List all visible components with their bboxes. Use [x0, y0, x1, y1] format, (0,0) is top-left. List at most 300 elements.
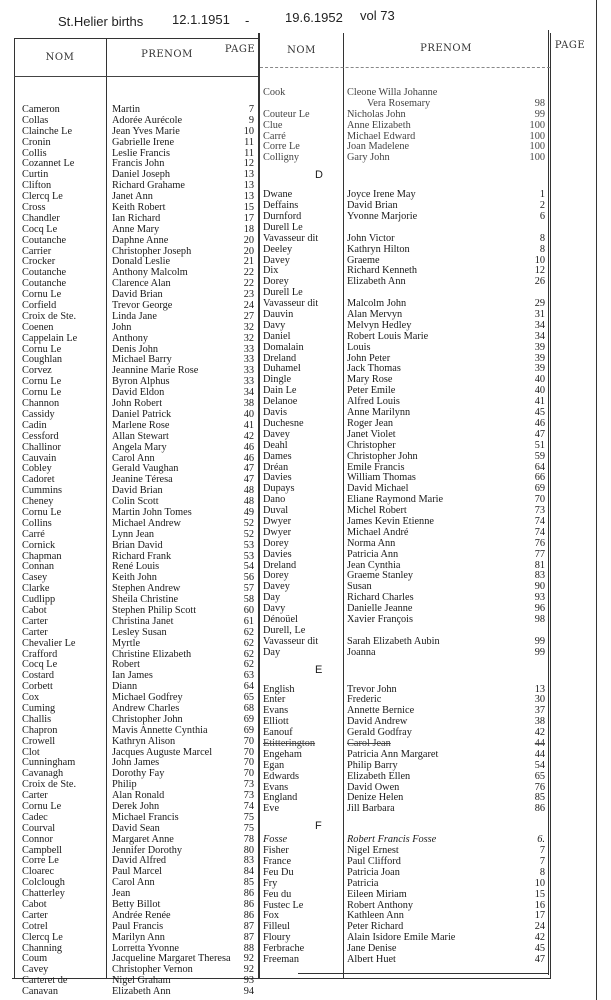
entry-page: 58 [243, 594, 254, 606]
entry-nom: Durell Le [263, 221, 303, 233]
entry-prenom: Kathleen Ann [347, 910, 404, 922]
entry-page: 56 [243, 572, 254, 584]
entry-prenom: Linda Jane [112, 310, 157, 322]
entry-page: 100 [529, 141, 545, 153]
entry-nom: Freeman [263, 954, 300, 966]
entry-nom: Channing [22, 942, 63, 954]
entry-page: 65 [243, 692, 254, 704]
entry-prenom: Peter Richard [347, 921, 404, 933]
entry-nom: Durell, Le [263, 624, 306, 636]
entry-prenom: Clarence Alan [112, 278, 171, 290]
entry-prenom: David Eldon [112, 387, 165, 399]
entry-nom: Cozannet Le [22, 158, 75, 170]
index-entry [263, 550, 553, 561]
entry-nom: Davis [263, 407, 288, 419]
entry-prenom: Christopher Joseph [112, 245, 192, 257]
entry-page: 53 [243, 550, 254, 562]
entry-page: 46 [243, 452, 254, 464]
entry-nom: Collins [22, 517, 52, 529]
index-entry [22, 443, 272, 454]
entry-prenom: Daniel Joseph [112, 169, 171, 181]
entry-prenom: Susan [347, 581, 372, 593]
entry-nom: Courval [22, 822, 56, 834]
entry-nom: Deahl [263, 439, 288, 451]
entry-page: 9 [248, 114, 254, 126]
entry-prenom: Robert Anthony [347, 899, 414, 911]
index-entry [263, 142, 553, 153]
entry-page: 68 [243, 702, 254, 714]
entry-nom: Corbett [22, 681, 53, 693]
entry-prenom: Gerald Godfray [347, 727, 412, 739]
entry-nom: Challinor [22, 441, 61, 453]
entry-prenom: Jean Yves Marie [112, 125, 180, 137]
entry-page: 13 [243, 169, 254, 181]
entry-prenom: Xavier François [347, 613, 414, 625]
entry-prenom: David Michael [347, 483, 409, 495]
index-entry [263, 846, 553, 857]
entry-nom: Coenen [22, 321, 54, 333]
entry-nom: Coum [22, 953, 48, 965]
entry-prenom: Lynn Jean [112, 528, 155, 540]
entry-prenom: Danielle Jeanne [347, 603, 413, 615]
entry-page: 93 [243, 975, 254, 987]
index-entry [263, 299, 553, 310]
index-entry [263, 354, 553, 365]
entry-page: 78 [243, 833, 254, 845]
entry-nom: Engeham [263, 748, 302, 760]
index-entry [22, 737, 272, 748]
entry-prenom: Stephen Philip Scott [112, 604, 197, 616]
entry-nom: Clifton [22, 180, 52, 192]
entry-page: 87 [243, 920, 254, 932]
entry-prenom: Janet Ann [112, 191, 153, 203]
entry-prenom: Alan Ronald [112, 790, 165, 802]
entry-prenom: Alfred Louis [347, 396, 400, 408]
entry-nom: Dwane [263, 189, 293, 201]
entry-prenom: David Sean [112, 822, 160, 834]
entry-page: 74 [534, 515, 545, 527]
entry-prenom: Alain Isidore Emile Marie [347, 932, 456, 944]
entry-prenom: Patricia Ann [347, 548, 399, 560]
entry-nom: Challis [22, 713, 52, 725]
entry-page: 11 [244, 147, 254, 159]
entry-nom: Etitterington [263, 737, 316, 749]
entry-page: 38 [243, 398, 254, 410]
entry-page: 30 [534, 694, 545, 706]
right-header-prenom: PRENOM [420, 43, 472, 54]
entry-nom: Corre Le [263, 141, 300, 153]
entry-nom: Feu du [263, 888, 292, 900]
entry-nom: Cavey [22, 964, 49, 976]
entry-nom: Casey [22, 572, 48, 584]
index-entry [22, 541, 272, 552]
entry-page: 86 [243, 888, 254, 900]
entry-nom: Day [263, 592, 281, 604]
entry-page: 41 [534, 396, 545, 408]
entry-nom: Carter [22, 626, 48, 638]
entry-prenom: Michael Edward [347, 130, 416, 142]
index-entry [263, 879, 553, 890]
entry-prenom: Richard Grahame [112, 180, 185, 192]
index-entry [263, 783, 553, 794]
entry-prenom: Christine Elizabeth [112, 648, 192, 660]
entry-prenom: Diann [112, 681, 138, 693]
entry-nom: Croix de Ste. [22, 779, 77, 791]
entry-nom: Ferbrache [263, 943, 305, 955]
entry-nom: Cornu Le [22, 506, 62, 518]
entry-prenom: Frederic [347, 694, 382, 706]
entry-nom: Dauvin [263, 309, 294, 321]
entry-page: 10 [534, 254, 545, 266]
entry-nom: Eve [263, 803, 280, 815]
entry-page: 40 [534, 385, 545, 397]
entry-nom: Croix de Ste. [22, 310, 77, 322]
entry-page: 88 [243, 942, 254, 954]
entry-page: 59 [534, 450, 545, 462]
entry-page: 70 [243, 768, 254, 780]
entry-nom: Cadoret [22, 474, 55, 486]
entry-page: 32 [243, 332, 254, 344]
index-entry [263, 804, 553, 815]
entry-page: 22 [243, 267, 254, 279]
entry-nom: Cummins [22, 485, 63, 497]
index-entry [263, 245, 553, 256]
index-entry [263, 911, 553, 922]
entry-prenom: Annette Bernice [347, 705, 415, 717]
section-letter [263, 665, 553, 679]
entry-nom: Cornu Le [22, 289, 62, 301]
entry-page: 41 [243, 419, 254, 431]
entry-prenom: Adorée Aurécole [112, 114, 183, 126]
entry-nom: Cotrel [22, 920, 48, 932]
entry-page: 42 [534, 932, 545, 944]
date-from: 12.1.1951 [172, 12, 230, 27]
entry-nom: Cudlipp [22, 594, 56, 606]
index-entry [263, 793, 553, 804]
entry-prenom: Jeanine Téresa [112, 474, 173, 486]
entry-nom: Dames [263, 450, 292, 462]
entry-page: 64 [243, 681, 254, 693]
entry-nom: Day [263, 646, 281, 658]
register-title: St.Helier births [58, 14, 144, 29]
entry-prenom: Jean Cynthia [347, 559, 401, 571]
entry-page: 1 [539, 189, 545, 201]
index-entry [263, 772, 553, 783]
entry-page: 99 [534, 108, 545, 120]
entry-page: 40 [534, 374, 545, 386]
entry-nom: Dain Le [263, 385, 297, 397]
entry-page: 33 [243, 365, 254, 377]
index-entry [22, 138, 272, 149]
entry-prenom: Robert Francis Fosse [347, 834, 437, 846]
entry-page: 84 [243, 866, 254, 878]
entry-page: 83 [534, 570, 545, 582]
entry-nom: Channon [22, 398, 60, 410]
entry-page: 13 [534, 683, 545, 695]
index-entry [263, 955, 553, 966]
index-entry [263, 685, 553, 696]
entry-nom: Campbell [22, 844, 63, 856]
index-entry [263, 615, 553, 626]
entry-nom: Cronin [22, 136, 51, 148]
entry-nom: Dreland [263, 559, 297, 571]
entry-prenom: Elizabeth Ann [347, 276, 406, 288]
entry-nom: Enter [263, 694, 286, 706]
entry-prenom: Philip Barry [347, 759, 398, 771]
entry-page: 48 [243, 485, 254, 497]
index-entry [263, 890, 553, 901]
entry-page: 7 [248, 104, 254, 115]
entry-page: 6. [537, 834, 545, 846]
entry-prenom: Michael Andrew [112, 517, 181, 529]
entry-page: 74 [534, 526, 545, 538]
entry-prenom: Malcolm John [347, 298, 407, 310]
entry-page: 33 [243, 354, 254, 366]
entry-nom: Cabot [22, 604, 47, 616]
entry-prenom: Marilyn Ann [112, 931, 165, 943]
entry-page: 98 [534, 97, 545, 109]
entry-page: 33 [243, 376, 254, 388]
index-entry [263, 528, 553, 539]
entry-page: 13 [243, 180, 254, 192]
entry-nom: Cameron [22, 104, 60, 115]
entry-page: 100 [529, 119, 545, 131]
entry-nom: English [263, 683, 295, 695]
entry-prenom: Sarah Elizabeth Aubin [347, 635, 440, 647]
entry-prenom: Martin [112, 104, 141, 115]
index-entry [263, 153, 553, 164]
entry-prenom: Robert [112, 659, 141, 671]
entry-nom: Dréan [263, 461, 289, 473]
entry-prenom: Carol Ann [112, 452, 155, 464]
entry-nom: Carré [263, 130, 286, 142]
section-letter [263, 170, 553, 184]
entry-nom: Cheney [22, 496, 54, 508]
entry-nom: Edwards [263, 770, 300, 782]
entry-nom: Cassidy [22, 408, 55, 420]
entry-page: 80 [243, 844, 254, 856]
index-entry [263, 190, 553, 201]
entry-page: 2 [539, 200, 545, 212]
entry-nom: Dreland [263, 352, 297, 364]
index-entry [22, 628, 272, 639]
entry-nom: Davies [263, 472, 292, 484]
entry-page: 62 [243, 626, 254, 638]
entry-page: 76 [534, 781, 545, 793]
entry-nom: Dwyer [263, 526, 292, 538]
entry-page: 70 [243, 735, 254, 747]
entry-page: 48 [243, 496, 254, 508]
entry-prenom: Graeme [347, 254, 380, 266]
entry-prenom: John [112, 321, 132, 333]
entry-prenom: Anne Elizabeth [347, 119, 411, 131]
entry-prenom: Jacques Auguste Marcel [112, 746, 213, 758]
entry-prenom: Graeme Stanley [347, 570, 414, 582]
entry-prenom: Ian Richard [112, 212, 161, 224]
entry-nom: Durell Le [263, 287, 303, 299]
entry-page: 51 [534, 439, 545, 451]
entry-nom: Delanoe [263, 396, 298, 408]
left-header-rule [14, 76, 258, 77]
entry-nom: Floury [263, 932, 291, 944]
entry-nom: Cunningham [22, 757, 76, 769]
entry-nom: Clarke [22, 583, 50, 595]
entry-page: 40 [243, 408, 254, 420]
entry-prenom: Nicholas John [347, 108, 406, 120]
entry-nom: Evans [263, 781, 289, 793]
entry-nom: Cornu Le [22, 801, 62, 812]
entry-page: 90 [534, 581, 545, 593]
entry-prenom: Michael André [347, 526, 409, 538]
entry-page: 75 [243, 811, 254, 823]
entry-nom: Connan [22, 561, 55, 573]
entry-prenom: Janet Violet [347, 428, 396, 440]
entry-page: 69 [243, 713, 254, 725]
entry-page: 85 [534, 792, 545, 804]
entry-page: 65 [534, 770, 545, 782]
entry-prenom: Christopher Vernon [112, 964, 193, 976]
entry-nom: Duhamel [263, 363, 301, 375]
right-entries [263, 88, 553, 966]
left-header-prenom: PRENOM [141, 49, 193, 60]
entry-prenom: Anthony Malcolm [112, 267, 188, 279]
entry-nom: Cornick [22, 539, 56, 551]
entry-prenom: Marlene Rose [112, 419, 170, 431]
index-entry [263, 517, 553, 528]
entry-page: 98 [534, 613, 545, 625]
entry-page: 24 [534, 921, 545, 933]
entry-prenom: Michael Godfrey [112, 692, 183, 704]
entry-nom: Duval [263, 505, 289, 517]
entry-nom: Coutanche [22, 234, 67, 246]
entry-page: 17 [534, 910, 545, 922]
entry-nom: Vavasseur dit [263, 232, 319, 244]
index-entry [263, 539, 553, 550]
entry-page: 46 [243, 441, 254, 453]
entry-prenom: Eileen Miriam [347, 888, 407, 900]
entry-nom: Clercq Le [22, 191, 63, 203]
entry-nom: Cloarec [22, 866, 55, 878]
entry-page: 39 [534, 341, 545, 353]
entry-prenom: Daniel Patrick [112, 408, 172, 420]
index-entry [22, 432, 272, 443]
index-entry [263, 332, 553, 343]
index-entry [263, 408, 553, 419]
entry-nom: Corfield [22, 300, 57, 312]
entry-page: 32 [243, 321, 254, 333]
entry-prenom: Nigel Graham [112, 975, 171, 987]
entry-prenom: Angela Mary [112, 441, 167, 453]
entry-nom: Davey [263, 581, 290, 593]
right-header-page: PAGE [554, 40, 586, 51]
entry-page: 34 [243, 387, 254, 399]
entry-prenom: Christopher John [347, 450, 418, 462]
entry-page: 17 [243, 212, 254, 224]
entry-prenom: Stephen Andrew [112, 583, 181, 595]
entry-nom: Dingle [263, 374, 292, 386]
entry-page: 23 [243, 289, 254, 301]
entry-prenom: Jean [112, 888, 131, 900]
entry-page: 47 [534, 428, 545, 440]
entry-page: 66 [534, 472, 545, 484]
index-entry [263, 495, 553, 506]
entry-page: 27 [243, 310, 254, 322]
entry-prenom: Eliane Raymond Marie [347, 494, 444, 506]
entry-prenom: John Peter [347, 352, 391, 364]
entry-nom: Vavasseur dit [263, 298, 319, 310]
entry-page: 86 [534, 803, 545, 815]
index-entry [263, 386, 553, 397]
entry-nom: Costard [22, 670, 55, 682]
entry-page: 69 [243, 724, 254, 736]
entry-nom: Fosse [263, 834, 288, 846]
entry-prenom: Jacqueline Margaret Theresa [112, 953, 231, 965]
entry-page: 45 [534, 943, 545, 955]
entry-prenom: Norma Ann [347, 537, 396, 549]
entry-prenom: Jennifer Dorothy [112, 844, 183, 856]
entry-nom: Clainche Le [22, 125, 73, 137]
entry-prenom: David Owen [347, 781, 400, 793]
entry-page: 45 [534, 407, 545, 419]
entry-prenom: Ian James [112, 670, 153, 682]
entry-nom: Dorey [263, 276, 289, 288]
entry-prenom: Paul Marcel [112, 866, 163, 878]
entry-nom: Carteret de [22, 975, 68, 987]
entry-prenom: Margaret Anne [112, 833, 174, 845]
entry-page: 54 [243, 561, 254, 573]
entry-page: 33 [243, 343, 254, 355]
index-entry [263, 944, 553, 955]
entry-nom: E [315, 663, 323, 676]
entry-page: 100 [529, 130, 545, 142]
entry-page: 76 [534, 537, 545, 549]
entry-prenom: Paul Francis [112, 920, 164, 932]
entry-page: 22 [243, 278, 254, 290]
entry-prenom: Michael Barry [112, 354, 172, 366]
entry-prenom: Denis John [112, 343, 159, 355]
entry-prenom: Dorothy Fay [112, 768, 165, 780]
entry-page: 47 [534, 954, 545, 966]
entry-nom: Fox [263, 910, 280, 922]
entry-page: 94 [243, 986, 254, 998]
entry-nom: Cox [22, 692, 40, 704]
index-entry [263, 750, 553, 761]
index-entry [22, 650, 272, 661]
entry-page: 47 [243, 463, 254, 475]
entry-nom: Dénoüel [263, 613, 298, 625]
entry-page: 24 [243, 300, 254, 312]
entry-page: 20 [243, 234, 254, 246]
entry-page: 92 [243, 953, 254, 965]
entry-prenom: John James [112, 757, 160, 769]
entry-prenom: James Kevin Etienne [347, 515, 434, 527]
index-entry [263, 277, 553, 288]
entry-nom: Couteur Le [263, 108, 310, 120]
entry-prenom: Jane Denise [347, 943, 397, 955]
index-entry [263, 473, 553, 484]
entry-nom: Corre Le [22, 855, 59, 867]
left-header-page: PAGE [224, 44, 256, 55]
entry-prenom: Cleone Willa Johanne [347, 87, 438, 98]
entry-prenom: Derek John [112, 801, 160, 812]
entry-prenom: Robert Louis Marie [347, 330, 429, 342]
entry-nom: Dix [263, 265, 279, 277]
entry-page: 42 [243, 430, 254, 442]
entry-prenom: Daphne Anne [112, 234, 169, 246]
entry-prenom: Roger Jean [347, 417, 394, 429]
entry-nom: Dano [263, 494, 286, 506]
entry-page: 100 [529, 152, 545, 164]
